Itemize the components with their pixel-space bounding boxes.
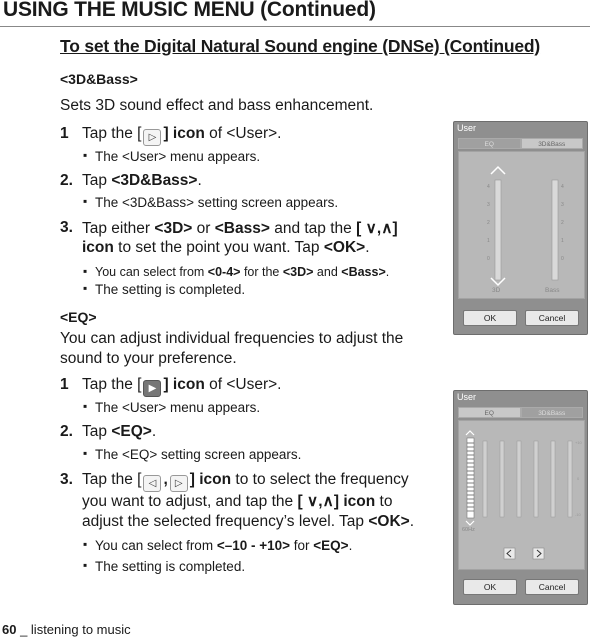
step-bold: <EQ> [111, 423, 152, 440]
step-text: to to select the frequency [231, 471, 409, 488]
right-arrow-icon[interactable] [533, 548, 544, 559]
bass3d-step1-bullet: ▪ The <User> menu appears. [95, 149, 260, 164]
bullet-bold: <0-4> [207, 265, 241, 279]
bass3d-step2-num: 2. [60, 172, 73, 189]
bass3d-heading: <3D&Bass> [60, 71, 138, 87]
eq-step2-bullet: ▪ The <EQ> setting screen appears. [95, 447, 301, 462]
step-text: . [365, 239, 370, 256]
step-bold: , [163, 471, 168, 488]
eq-step3-num: 3. [60, 471, 73, 488]
eq-panel [458, 420, 585, 570]
chevron-up-icon[interactable] [466, 431, 474, 435]
page-header-title: USING THE MUSIC MENU (Continued) [3, 0, 376, 21]
step-text: adjust the selected frequency’s level. Tap [82, 513, 369, 530]
svg-text:2: 2 [561, 220, 564, 226]
eq-step1-text [82, 376, 282, 397]
screen-title: User [457, 392, 477, 402]
step-text: Tap either [82, 220, 155, 237]
eq-step1-num: 1 [60, 376, 69, 393]
svg-text:4: 4 [561, 184, 564, 190]
label-bass: Bass [545, 287, 560, 294]
screen-title: User [457, 123, 477, 133]
label-3d: 3D [492, 287, 501, 294]
step-text: you want to adjust, and tap the [82, 493, 298, 510]
bullet-bold: <Bass> [341, 265, 386, 279]
eq-step3-bullet2: ▪ The setting is completed. [95, 559, 245, 574]
bass3d-step2-text [82, 172, 202, 190]
step-text: or [192, 220, 215, 237]
bullet-text: . [385, 265, 390, 279]
bass3d-intro: Sets 3D sound effect and bass enhancement. [60, 97, 374, 114]
screen-tabs [458, 138, 583, 149]
up-down-icon: [ ∨,∧] [356, 220, 398, 237]
bass3d-step3-line1 [82, 219, 398, 238]
step-bold: ] icon [189, 471, 232, 488]
tab-3dbass[interactable]: 3D&Bass [521, 138, 584, 149]
bass-slider-track[interactable] [552, 180, 558, 280]
bullet-text: for the [240, 265, 283, 279]
ok-button[interactable]: OK [463, 310, 517, 326]
eq-band-selected[interactable] [467, 438, 474, 518]
step-text: Tap [82, 172, 112, 189]
step-bold: <OK> [368, 513, 410, 530]
header-divider [0, 26, 590, 27]
eq-step2-text [82, 423, 156, 441]
step-text: and tap the [269, 220, 357, 237]
eq-scale-labels [575, 440, 583, 517]
step-bold: <3D&Bass> [111, 172, 198, 189]
eq-step1-bullet: ▪ The <User> menu appears. [95, 400, 260, 415]
left-arrow-icon[interactable] [504, 548, 515, 559]
step-text: Tap [82, 423, 112, 440]
eq-bands[interactable] [483, 441, 572, 517]
svg-text:-10: -10 [575, 512, 581, 517]
svg-text:0: 0 [577, 476, 580, 481]
device-screen-3dbass [453, 121, 588, 335]
step-bold: <OK> [323, 239, 366, 256]
svg-text:0: 0 [561, 256, 564, 262]
section-title: To set the Digital Natural Sound engine (DNSe) (Continued) [60, 36, 541, 56]
svg-text:0: 0 [487, 256, 490, 262]
ok-button[interactable]: OK [463, 579, 517, 595]
step-bold: <3D> [154, 220, 193, 237]
step-text: to [375, 493, 393, 510]
svg-text:+10: +10 [575, 440, 582, 445]
step-bold: [ ∨,∧] icon [297, 493, 376, 510]
step-text: . [197, 172, 202, 189]
svg-text:1: 1 [487, 238, 490, 244]
eq-step3-line1 [82, 471, 409, 492]
svg-text:1: 1 [561, 238, 564, 244]
step-text: to set the point you want. Tap [113, 239, 324, 256]
bullet-text: . [348, 538, 353, 553]
slider-panel [458, 151, 585, 299]
step-text: . [409, 513, 415, 530]
screen-tabs [458, 407, 583, 418]
bass3d-step1-num: 1 [60, 125, 69, 142]
right-arrow-icon: ▷ [143, 129, 161, 146]
footer-text: _ listening to music [16, 622, 131, 637]
step-text: Tap the [ [82, 376, 142, 393]
bullet-text: for [290, 538, 314, 553]
step-text: . [151, 423, 157, 440]
step-text: of <User>. [204, 125, 282, 142]
tab-eq[interactable]: EQ [458, 138, 521, 149]
step-bold: ] icon [163, 125, 205, 142]
eq-step2-num: 2. [60, 423, 73, 440]
svg-text:3: 3 [487, 202, 490, 208]
bass3d-step3-bullet2: ▪ The setting is completed. [95, 282, 245, 297]
eq-step3-line3 [82, 513, 414, 531]
step-text: Tap the [ [82, 125, 142, 142]
eq-step3-bullet1 [95, 538, 352, 553]
svg-text:2: 2 [487, 220, 490, 226]
chevron-down-icon[interactable] [466, 521, 474, 525]
tab-3dbass[interactable]: 3D&Bass [521, 407, 584, 418]
eq-sliders [459, 421, 584, 569]
left-arrow-icon: ◁ [143, 475, 161, 492]
tab-eq[interactable]: EQ [458, 407, 521, 418]
step-text: Tap the [ [82, 471, 142, 488]
bass3d-step3-bullet1 [95, 265, 389, 279]
step-text: of <User>. [204, 376, 282, 393]
bullet-bold: <–10 - +10> [216, 538, 291, 553]
step-bold: <Bass> [214, 220, 270, 237]
eq-intro-line1: You can adjust individual frequencies to adjust the [60, 330, 404, 347]
page-footer [2, 622, 131, 637]
bass3d-step2-bullet: ▪ The <3D&Bass> setting screen appears. [95, 195, 338, 210]
bullet-text: You can select from [95, 538, 217, 553]
freq-label: 60Hz [462, 527, 475, 533]
page-number: 60 [2, 622, 17, 637]
bass3d-step3-num: 3. [60, 219, 73, 236]
play-arrow-icon: ▶ [143, 380, 161, 397]
cancel-button[interactable]: Cancel [525, 579, 579, 595]
3d-slider-track[interactable] [495, 180, 501, 280]
chevron-up-icon[interactable] [491, 167, 505, 174]
right-arrow-icon: ▷ [170, 475, 188, 492]
cancel-button[interactable]: Cancel [525, 310, 579, 326]
step-bold: ] icon [163, 376, 205, 393]
bass3d-step3-line2 [82, 239, 370, 257]
svg-text:3: 3 [561, 202, 564, 208]
svg-text:4: 4 [487, 184, 490, 190]
eq-intro-line2: sound to your preference. [60, 350, 237, 367]
eq-step3-line2 [82, 492, 392, 511]
bullet-text: You can select from [95, 265, 208, 279]
device-screen-eq [453, 390, 588, 605]
bullet-bold: <EQ> [313, 538, 349, 553]
3dbass-sliders [459, 152, 584, 298]
bullet-bold: <3D> [282, 265, 314, 279]
step-bold: icon [82, 239, 114, 256]
bullet-text: and [313, 265, 342, 279]
bass3d-step1-text [82, 125, 282, 146]
eq-heading: <EQ> [60, 309, 97, 325]
